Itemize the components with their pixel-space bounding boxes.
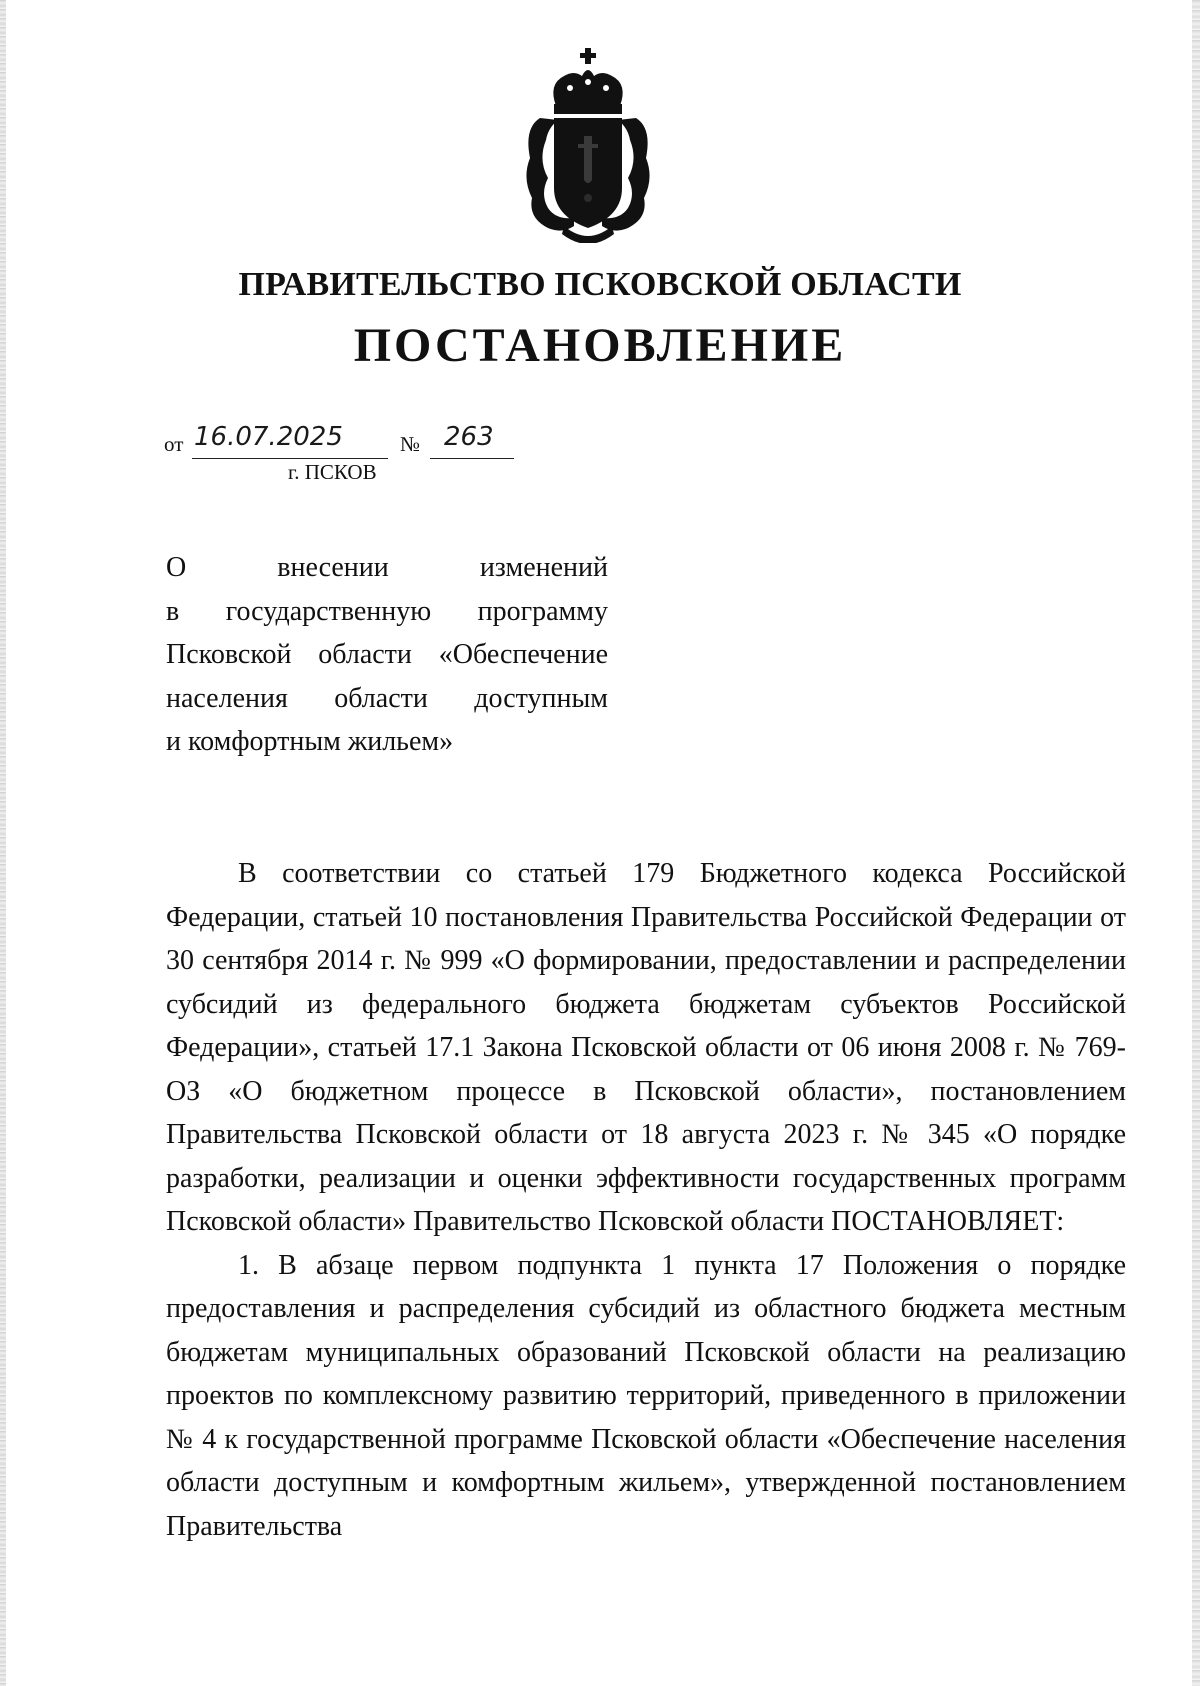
document-subject xyxy=(166,546,608,764)
coat-of-arms-icon xyxy=(518,48,658,243)
number-sign: № xyxy=(400,432,421,456)
item-1-paragraph: 1. В абзаце первом подпункта 1 пункта 17 Положения о порядке предоставления и распределения субсидий из областного бюджета местным бюджетам муниципальных образований Псковской области на реализацию проектов по комплексному развитию территорий, приведенного в приложении № 4 к государственной программе Псковской области «Обеспечение населения области доступным и комфортным жильем», утвержденной постановлением Правительства xyxy=(166,1249,1126,1542)
date-underline xyxy=(192,458,388,459)
subject-line: населения области доступным xyxy=(166,682,608,714)
organization-name: ПРАВИТЕЛЬСТВО ПСКОВСКОЙ ОБЛАСТИ xyxy=(238,266,962,303)
subject-line: О внесении изменений xyxy=(166,552,608,583)
handwritten-number: 263 xyxy=(444,422,494,452)
scan-edge-right xyxy=(1192,0,1200,1686)
scan-edge-left xyxy=(0,0,6,1686)
document-body xyxy=(166,852,1126,1548)
subject-line: в государственную программу xyxy=(166,595,608,627)
document-type-title: ПОСТАНОВЛЕНИЕ xyxy=(353,319,847,372)
subject-line: и комфортным жильем» xyxy=(166,726,454,757)
number-underline xyxy=(430,458,514,459)
subject-line: Псковской области «Обеспечение xyxy=(166,639,608,670)
handwritten-date: 16.07.2025 xyxy=(194,422,343,452)
city-label: г. ПСКОВ xyxy=(288,460,377,484)
date-prefix: от xyxy=(164,432,184,456)
preamble-paragraph: В соответствии со статьей 179 Бюджетного кодекса Российской Федерации, статьей 10 постановления Правительства Российской Федерации от 30 сентября 2014 г. № 999 «О формировании, предоставлении и распределении субсидий из федерального бюджета бюджетам субъектов Российской Федерации», статьей 17.1 Закона Псковской области от 06 июня 2008 г. № 769-ОЗ «О бюджетном процессе в Псковской области», постановлением Правительства Псковской области от 18 августа 2023 г. № 345 «О порядке разработки, реализации и оценки эффективности государственных программ Псковской области» Правительство Псковской области ПОСТАНОВЛЯЕТ: xyxy=(166,858,1126,1237)
